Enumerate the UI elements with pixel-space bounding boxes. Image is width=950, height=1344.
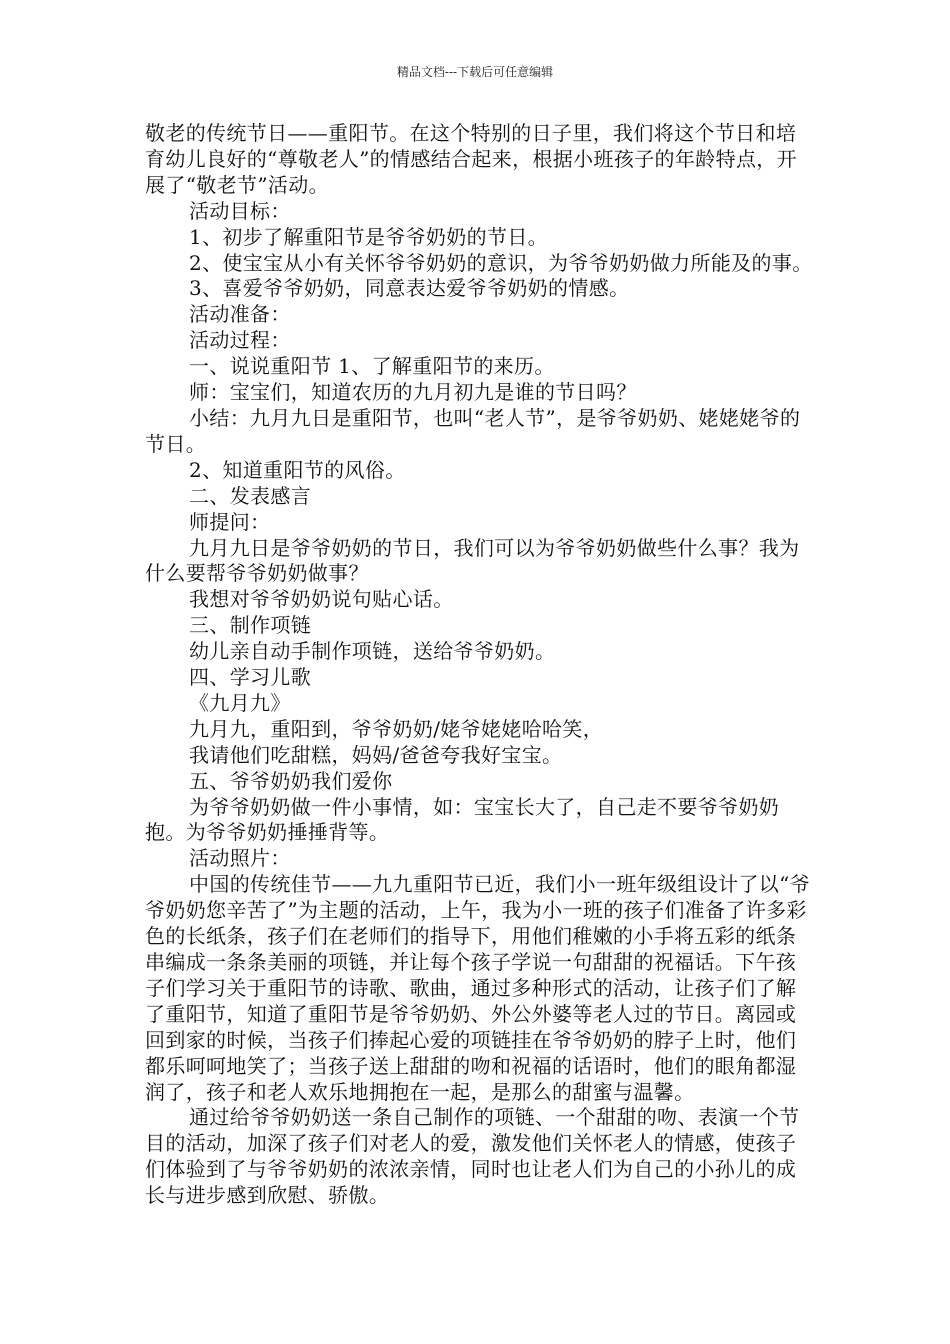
paragraph: 1、初步了解重阳节是爷爷奶奶的节日。 — [189, 224, 549, 249]
paragraph: 四、学习儿歌 — [189, 665, 312, 690]
paragraph: 一、说说重阳节 1、了解重阳节的来历。 — [189, 354, 555, 379]
paragraph: 活动目标： — [189, 198, 291, 223]
page-header: 精品文档---下载后可任意编辑 — [396, 65, 554, 79]
paragraph: 我想对爷爷奶奶说句贴心话。 — [189, 587, 454, 612]
paragraph: 中国的传统佳节——九九重阳节已近，我们小一班年级组设计了以“爷爷奶奶您辛苦了”为主题的活动，上午，我为小一班的孩子们准备了许多彩色的长纸条，孩子们在老师们的指导下，用他们稚嫩的小手将五彩的纸条串编成一条条美丽的项链，并让每个孩子学说一句甜甜的祝福话。下午孩子们学习关于重阳节的诗歌、歌曲，通过多种形式的活动，让孩子们了解了重阳节，知道了重阳节是爷爷奶奶、外公外婆等老人过的节日。离园或回到家的时候，当孩子们捧起心爱的项链挂在爷爷奶奶的脖子上时，他们都乐呵呵地笑了；当孩子送上甜甜的吻和祝福的话语时，他们的眼角都湿润了，孩子和老人欢乐地拥抱在一起，是那么的甜蜜与温馨。 — [145, 872, 811, 1104]
document-body — [145, 121, 813, 1209]
paragraph: 通过给爷爷奶奶送一条自己制作的项链、一个甜甜的吻、表演一个节目的活动，加深了孩子们对老人的爱，激发他们关怀老人的情感，使孩子们体验到了与爷爷奶奶的浓浓亲情，同时也让老人们为自己的小孙儿的成长与进步感到欣慰、骄傲。 — [145, 1105, 800, 1208]
paragraph: 活动过程： — [189, 328, 291, 353]
paragraph: 二、发表感言 — [189, 483, 312, 508]
paragraph: 《九月九》 — [189, 690, 291, 715]
paragraph: 我请他们吃甜糕，妈妈/爸爸夸我好宝宝。 — [189, 742, 563, 767]
paragraph: 九月九，重阳到，爷爷奶奶/姥爷姥姥哈哈笑， — [189, 716, 604, 741]
paragraph: 师：宝宝们，知道农历的九月初九是谁的节日吗？ — [189, 380, 637, 405]
paragraph: 九月九日是爷爷奶奶的节日，我们可以为爷爷奶奶做些什么事？我为什么要帮爷爷奶奶做事？ — [145, 535, 800, 586]
paragraph: 师提问： — [189, 509, 271, 534]
paragraph: 敬老的传统节日——重阳节。在这个特别的日子里，我们将这个节日和培育幼儿良好的“尊敬老人”的情感结合起来，根据小班孩子的年龄特点，开展了“敬老节”活动。 — [145, 121, 797, 197]
paragraph: 五、爷爷奶奶我们爱你 — [189, 768, 393, 793]
paragraph: 为爷爷奶奶做一件小事情，如：宝宝长大了，自己走不要爷爷奶奶抱。为爷爷奶奶捶捶背等。 — [145, 794, 780, 845]
paragraph: 2、知道重阳节的风俗。 — [189, 457, 406, 482]
paragraph: 小结：九月九日是重阳节，也叫“老人节”，是爷爷奶奶、姥姥姥爷的节日。 — [145, 405, 801, 456]
paragraph: 活动照片： — [189, 846, 291, 871]
paragraph: 3、喜爱爷爷奶奶，同意表达爱爷爷奶奶的情感。 — [189, 276, 630, 301]
paragraph: 2、使宝宝从小有关怀爷爷奶奶的意识，为爷爷奶奶做力所能及的事。 — [189, 250, 813, 275]
paragraph: 活动准备： — [189, 302, 291, 327]
paragraph: 三、制作项链 — [189, 613, 312, 638]
paragraph: 幼儿亲自动手制作项链，送给爷爷奶奶。 — [189, 639, 556, 664]
